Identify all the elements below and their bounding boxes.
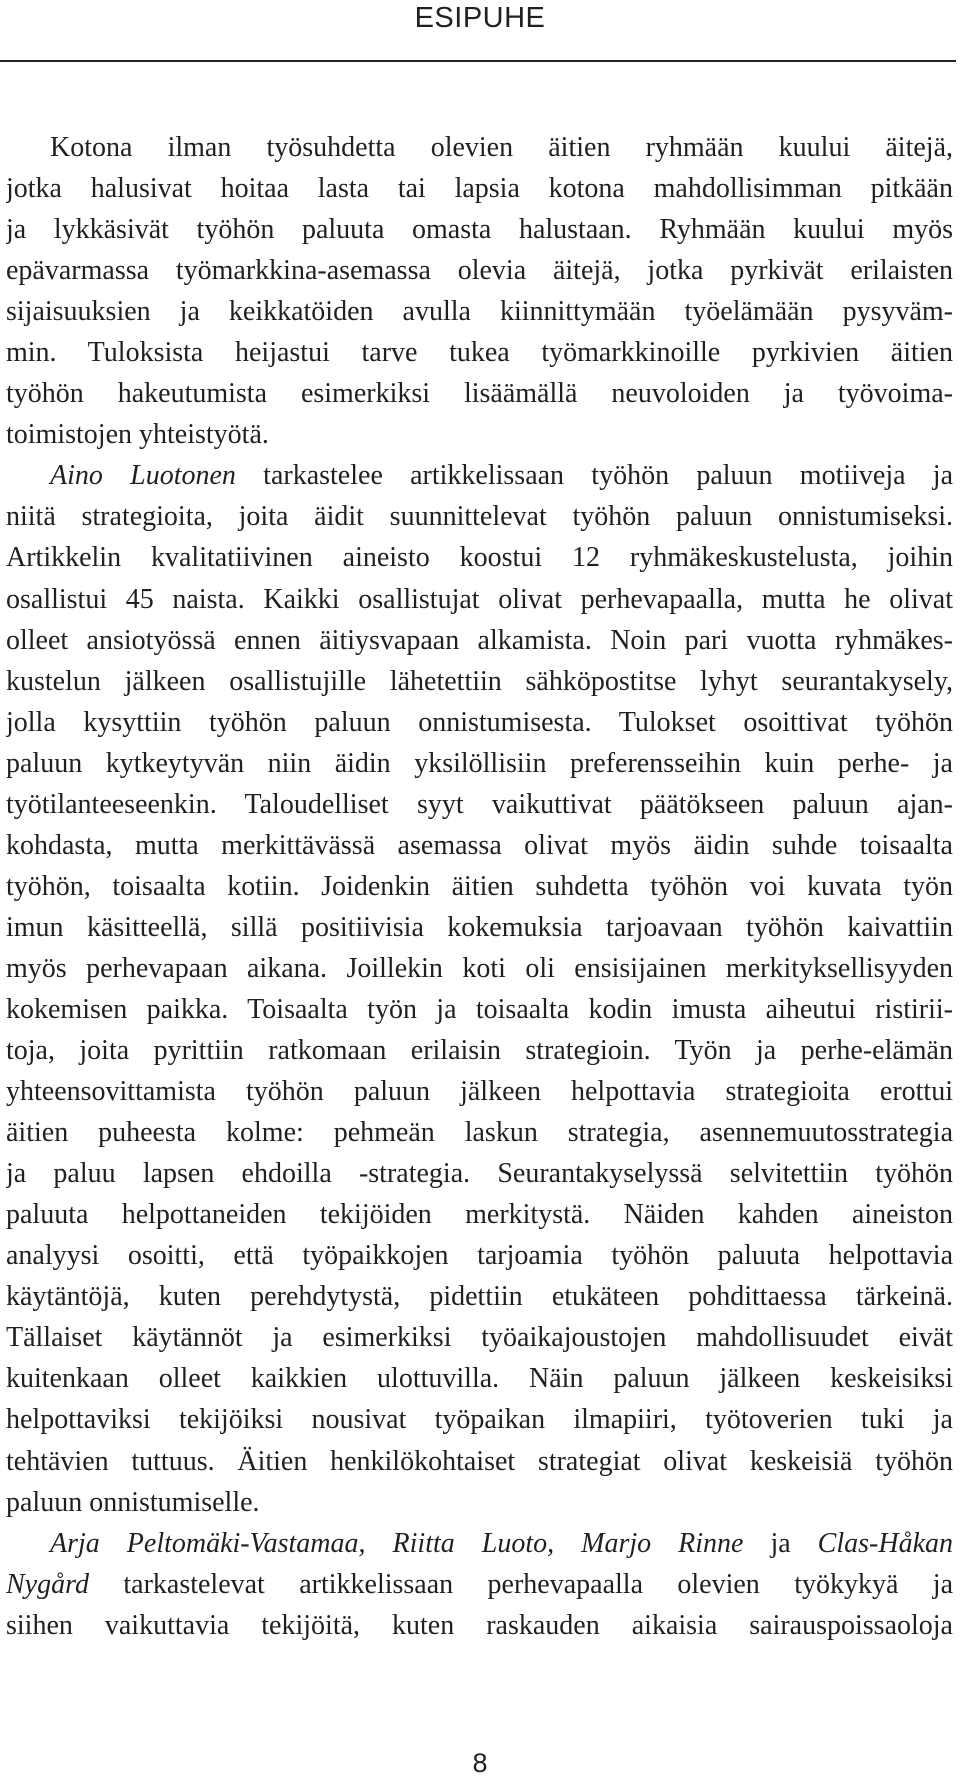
page-number: 8 (472, 1748, 488, 1778)
text-line-mixed (6, 1523, 953, 1564)
text-line: paluuta helpottaneiden tekijöiden merkitystä. Näiden kahden aineiston (6, 1199, 953, 1231)
text-line: paluun onnistumiselle. (6, 1486, 260, 1518)
text-line: min. Tuloksista heijastui tarve tukea työmarkkinoille pyrkivien äitien (6, 337, 953, 369)
text-line: paluun kytkeytyvän niin äidin yksilöllisiin preferensseihin kuin perhe- ja (6, 747, 953, 779)
text-segment: tarkastelevat artikkelissaan perhevapaalla olevien työkykyä ja (88, 1568, 953, 1600)
text-line: työtilanteeseenkin. Taloudelliset syyt vaikuttivat päätökseen paluun ajan- (6, 788, 953, 820)
text-line: olleet ansiotyössä ennen äitiysvapaan alkamista. Noin pari vuotta ryhmäkes- (6, 624, 953, 656)
text-line: epävarmassa työmarkkina-asemassa olevia äitejä, jotka pyrkivät erilaisten (6, 255, 953, 287)
text-line-mixed (6, 455, 953, 496)
text-line: helpottaviksi tekijöiksi nousivat työpaikan ilmapiiri, työtoverien tuki ja (6, 1404, 953, 1436)
text-line: tehtävien tuttuus. Äitien henkilökohtaiset strategiat olivat keskeisiä työhön (6, 1445, 953, 1477)
text-line: sijaisuuksien ja keikkatöiden avulla kiinnittymään työelämään pysyväm- (6, 296, 953, 328)
text-line-mixed (6, 1564, 953, 1605)
author-name: Clas-Håkan (817, 1527, 953, 1559)
author-name: Nygård (6, 1568, 89, 1600)
text-line: myös perhevapaan aikana. Joillekin koti oli ensisijainen merkityksellisyyden (6, 952, 953, 984)
text-line: käytäntöjä, kuten perehdytystä, pidettiin etukäteen pohdittaessa tärkeinä. (6, 1281, 953, 1313)
text-line: ja paluu lapsen ehdoilla -strategia. Seurantakyselyssä selvitettiin työhön (6, 1158, 953, 1190)
author-names: Arja Peltomäki-Vastamaa, Riitta Luoto, Marjo Rinne (50, 1527, 744, 1559)
text-line: työhön, toisaalta kotiin. Joidenkin äitien suhdetta työhön voi kuvata työn (6, 870, 953, 902)
text-line: Tällaiset käytännöt ja esimerkiksi työaikajoustojen mahdollisuudet eivät (6, 1322, 953, 1354)
text-line: niitä strategioita, joita äidit suunnittelevat työhön paluun onnistumiseksi. (6, 501, 953, 533)
header-rule (0, 60, 956, 62)
text-line: toja, joita pyrittiin ratkomaan erilaisin strategioin. Työn ja perhe-elämän (6, 1035, 953, 1067)
text-line: työhön hakeutumista esimerkiksi lisäämällä neuvoloiden ja työvoima- (6, 378, 953, 410)
text-line: kustelun jälkeen osallistujille lähetettiin sähköpostitse lyhyt seurantakysely, (6, 665, 953, 697)
text-line: yhteensovittamista työhön paluun jälkeen helpottavia strategioita erottui (6, 1076, 953, 1108)
text-line: kokemisen paikka. Toisaalta työn ja toisaalta kodin imusta aiheutui ristirii- (6, 993, 953, 1025)
text-line: analyysi osoitti, että työpaikkojen tarjoamia työhön paluuta helpottavia (6, 1240, 953, 1272)
text-segment: ja (743, 1527, 818, 1559)
body-text (6, 127, 953, 1646)
running-title: ESIPUHE (414, 2, 546, 34)
text-line: toimistojen yhteistyötä. (6, 419, 269, 451)
text-line: siihen vaikuttavia tekijöitä, kuten raskauden aikaisia sairauspoissaoloja (6, 1609, 953, 1641)
text-line: jotka halusivat hoitaa lasta tai lapsia kotona mahdollisimman pitkään (6, 173, 953, 205)
text-line: äitien puheesta kolme: pehmeän laskun strategia, asennemuutosstrategia (6, 1117, 953, 1149)
text-line: ja lykkäsivät työhön paluuta omasta halustaan. Ryhmään kuului myös (6, 214, 953, 246)
text-line: kuitenkaan olleet kaikkien ulottuvilla. Näin paluun jälkeen keskeisiksi (6, 1363, 953, 1395)
text-line: jolla kysyttiin työhön paluun onnistumisesta. Tulokset osoittivat työhön (6, 706, 953, 738)
author-name: Aino Luotonen (50, 460, 236, 492)
text-segment: tarkastelee artikkelissaan työhön paluun motiiveja ja (235, 460, 953, 492)
text-line: imun käsitteellä, sillä positiivisia kokemuksia tarjoavaan työhön kaivattiin (6, 911, 953, 943)
text-line: kohdasta, mutta merkittävässä asemassa olivat myös äidin suhde toisaalta (6, 829, 953, 861)
text-line: osallistui 45 naista. Kaikki osallistujat olivat perhevapaalla, mutta he olivat (6, 583, 953, 615)
text-line: Artikkelin kvalitatiivinen aineisto koostui 12 ryhmäkeskustelusta, joihin (6, 542, 953, 574)
text-line: Kotona ilman työsuhdetta olevien äitien ryhmään kuului äitejä, (50, 132, 953, 163)
